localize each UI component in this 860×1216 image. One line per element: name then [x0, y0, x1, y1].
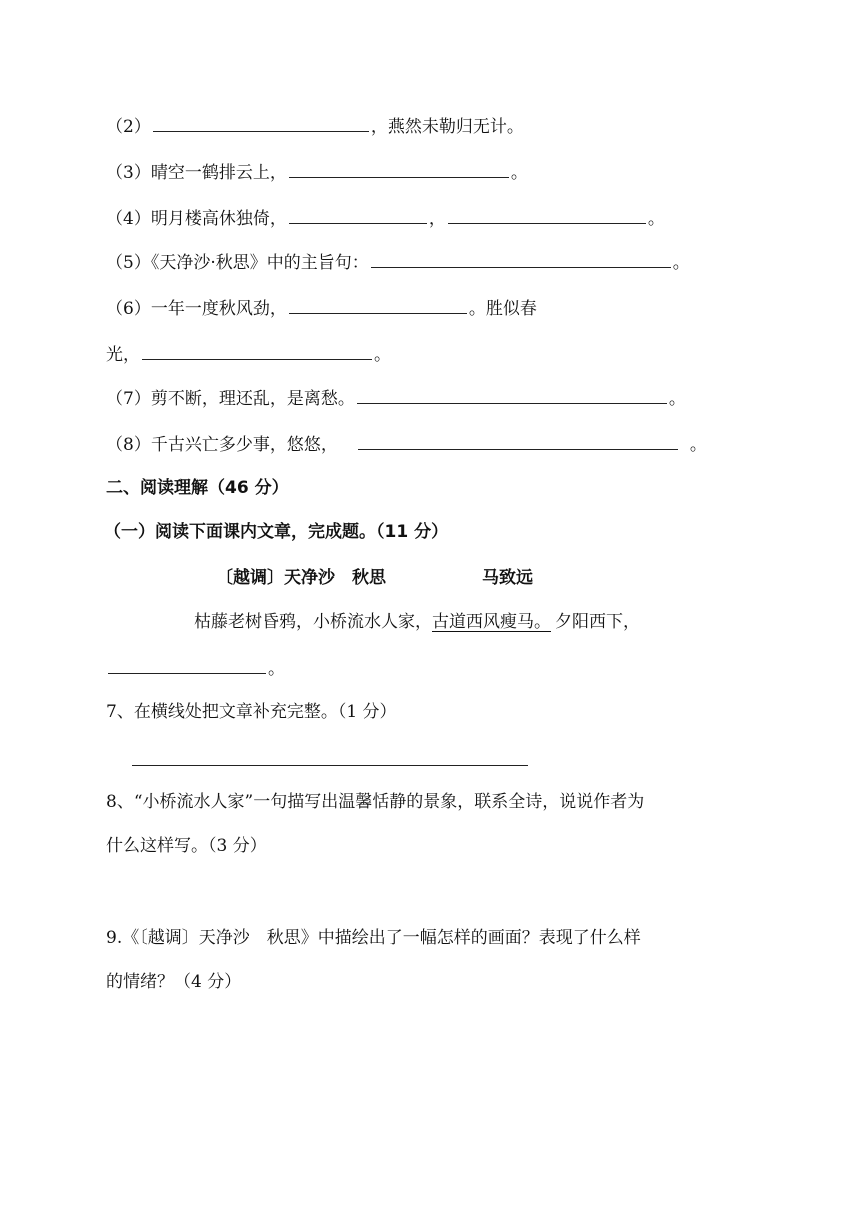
item-5-text: 《天净沙·秋思》中的主旨句：: [150, 253, 369, 273]
answer-blank[interactable]: [142, 342, 372, 360]
question-8-line-2: 什么这样写。（3 分）: [106, 836, 267, 856]
item-6-number: （6）: [106, 299, 151, 319]
item-8-text: 千古兴亡多少事，悠悠，: [150, 435, 338, 455]
answer-blank[interactable]: [448, 206, 646, 224]
item-5-number: （5）: [106, 253, 151, 273]
item-7-text: 剪不断，理还乱，是离愁。: [150, 389, 355, 409]
poem-text-line-2: [106, 656, 285, 681]
item-6-line2-text: 光，: [106, 345, 140, 365]
question-9-line-1: 9.《〔越调〕天净沙 秋思》中描绘出了一幅怎样的画面？表现了什么样: [106, 928, 641, 948]
question-7: 7、在横线处把文章补充完整。（1 分）: [106, 702, 397, 722]
item-3: [106, 160, 528, 185]
item-4-mid: ，: [428, 209, 446, 229]
item-7-end: 。: [668, 389, 686, 409]
item-6-text: 一年一度秋风劲，: [150, 299, 287, 319]
poem-underlined-line: 古道西风瘦马。: [432, 612, 551, 632]
item-4-text: 明月楼高休独倚，: [150, 209, 287, 229]
item-6-line2-end: 。: [374, 345, 391, 365]
poem-line2-end: 。: [268, 659, 285, 679]
item-7: [106, 386, 686, 411]
poem-text-part-2: 夕阳西下，: [555, 612, 640, 632]
item-5-end: 。: [672, 253, 690, 273]
poem-text: [194, 610, 640, 634]
section-heading: 二、阅读理解（46 分）: [106, 478, 289, 498]
answer-blank[interactable]: [153, 114, 369, 132]
question-9-line-2: 的情绪？（4 分）: [106, 972, 242, 992]
answer-line[interactable]: [132, 765, 528, 766]
item-2: [106, 114, 524, 139]
item-2-number: （2）: [106, 117, 151, 137]
answer-blank[interactable]: [289, 296, 467, 314]
item-3-number: （3）: [106, 163, 151, 183]
question-8-line-1: 8、“小桥流水人家”一句描写出温馨恬静的景象，联系全诗，说说作者为: [106, 792, 645, 812]
item-4: [106, 206, 665, 231]
poem-text-part-1: 枯藤老树昏鸦，小桥流水人家，: [194, 612, 432, 632]
item-6-line-2: [106, 342, 391, 367]
item-6: [106, 296, 537, 321]
item-3-end: 。: [510, 163, 528, 183]
answer-blank[interactable]: [357, 386, 667, 404]
answer-blank[interactable]: [289, 160, 509, 178]
item-3-text: 晴空一鹤排云上，: [150, 163, 287, 183]
item-6-text-after: 。胜似春: [468, 299, 537, 319]
item-8: [106, 432, 707, 457]
item-4-end: 。: [647, 209, 665, 229]
item-4-number: （4）: [106, 209, 151, 229]
poem-author: 马致远: [482, 568, 533, 588]
item-2-text: ，燕然未勒归无计。: [370, 117, 524, 137]
item-8-number: （8）: [106, 435, 151, 455]
answer-blank[interactable]: [358, 432, 678, 450]
answer-blank[interactable]: [289, 206, 427, 224]
item-8-end: 。: [689, 435, 707, 455]
poem-title: 〔越调〕天净沙 秋思: [216, 568, 386, 588]
answer-blank[interactable]: [108, 656, 266, 674]
subsection-heading: （一）阅读下面课内文章，完成题。（11 分）: [104, 522, 449, 542]
item-7-number: （7）: [106, 389, 151, 409]
item-5: [106, 250, 690, 275]
answer-blank[interactable]: [371, 250, 671, 268]
